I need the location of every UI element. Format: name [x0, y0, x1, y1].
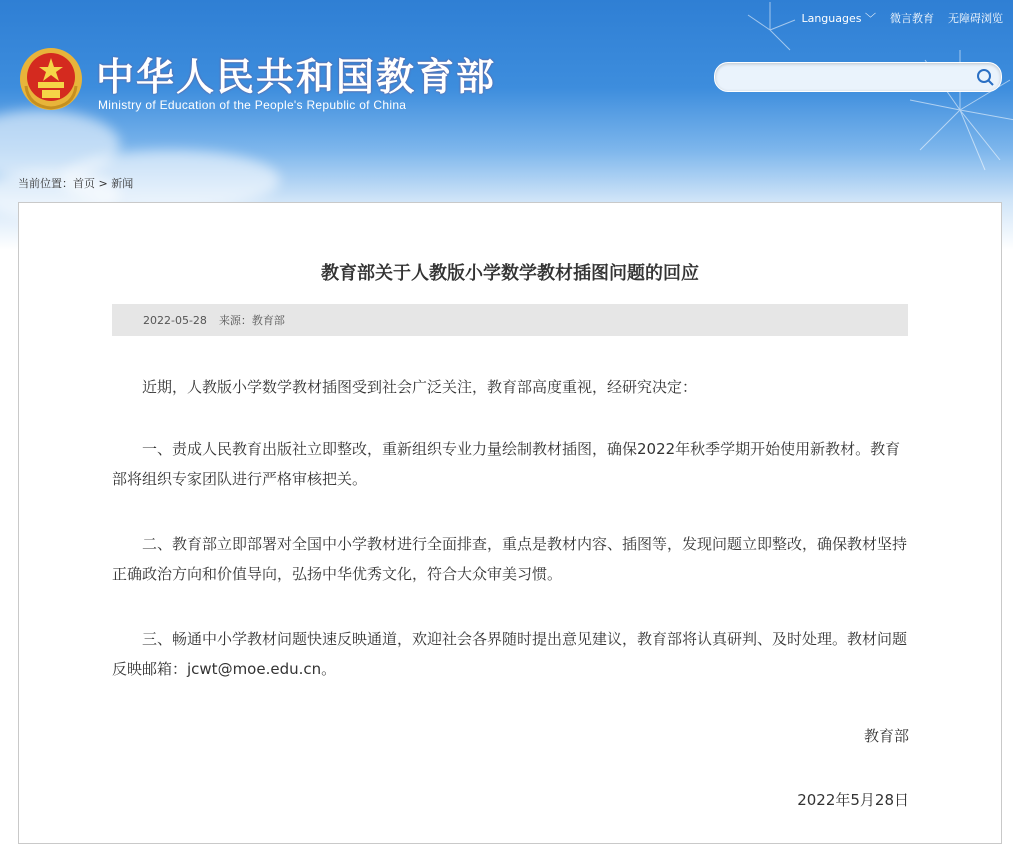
article-card	[18, 202, 1002, 844]
breadcrumb-news-link[interactable]: 新闻	[111, 177, 134, 190]
dandelion-decoration	[900, 40, 1013, 180]
article-paragraph	[112, 624, 908, 684]
paragraph-text: 三、畅通中小学教材问题快速反映通道，欢迎社会各界随时提出意见建议，教育部将认真研判、及时处理。教材问题反映邮箱：jcwt@moe.edu.cn。	[112, 630, 908, 678]
article-sign-date: 2022年5月28日	[797, 791, 909, 809]
accessibility-link[interactable]: 无障碍浏览	[948, 12, 1003, 25]
article-date: 2022-05-28	[143, 313, 207, 327]
article-source: 来源：教育部	[218, 314, 285, 327]
article-title: 教育部关于人教版小学数学教材插图问题的回应	[321, 263, 699, 284]
breadcrumb-separator: >	[95, 177, 112, 190]
site-logo-subtitle: Ministry of Education of the People's Republic of China	[98, 98, 407, 112]
article-meta-bar	[112, 304, 908, 336]
chevron-down-icon: ﹀	[865, 12, 876, 25]
search-box	[714, 62, 1002, 92]
article-paragraph	[112, 529, 908, 589]
national-emblem-icon[interactable]	[18, 46, 84, 112]
breadcrumb	[18, 175, 133, 191]
article-paragraph	[112, 434, 908, 494]
search-input[interactable]	[727, 67, 971, 89]
breadcrumb-home-link[interactable]: 首页	[73, 177, 95, 190]
search-icon[interactable]	[975, 67, 995, 87]
dandelion-decoration	[740, 0, 800, 60]
site-logo-title[interactable]: 中华人民共和国教育部	[96, 55, 497, 99]
paragraph-text: 近期，人教版小学数学教材插图受到社会广泛关注，教育部高度重视，经研究决定：	[142, 378, 698, 396]
breadcrumb-prefix: 当前位置：	[18, 177, 73, 190]
article-signature: 教育部	[863, 727, 909, 745]
languages-label: Languages	[801, 12, 862, 25]
weiyan-link[interactable]: 微言教育	[890, 12, 934, 25]
top-links	[801, 10, 1003, 26]
paragraph-text: 一、责成人民教育出版社立即整改，重新组织专业力量绘制教材插图，确保2022年秋季学期开始使用新教材。教育部将组织专家团队进行严格审核把关。	[112, 440, 901, 488]
paragraph-text: 二、教育部立即部署对全国中小学教材进行全面排查，重点是教材内容、插图等，发现问题立即整改，确保教材坚持正确政治方向和价值导向，弘扬中华优秀文化，符合大众审美习惯。	[112, 535, 908, 583]
article-paragraph	[112, 372, 908, 402]
languages-link[interactable]	[801, 10, 876, 26]
